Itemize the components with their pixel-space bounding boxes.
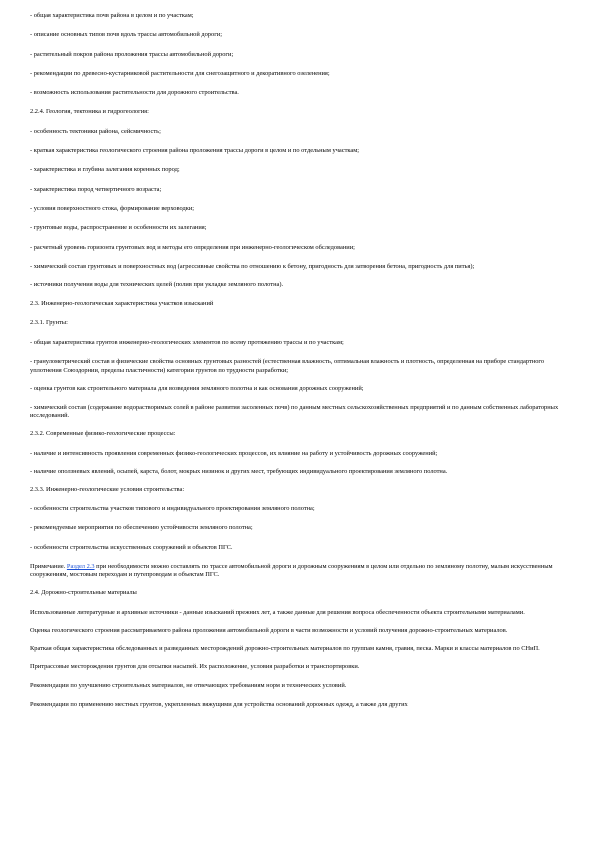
note-paragraph (30, 563, 565, 580)
paragraph: - оценка грунтов как строительного материала для возведения земляного полотна и как основания дорожных сооружений; (30, 384, 364, 392)
paragraph: - рекомендуемые мероприятия по обеспечению устойчивости земляного полотна; (30, 524, 253, 532)
section-heading: 2.2.4. Геология, тектоника и гидрогеология: (30, 108, 149, 116)
paragraph: - общая характеристика грунтов инженерно-геологических элементов по всему протяжению трассы и по участкам; (30, 338, 344, 346)
section-heading: 2.4. Дорожно-строительные материалы (30, 589, 137, 597)
paragraph: Рекомендации по улучшению строительных материалов, не отвечающих требованиям норм и технических условий. (30, 681, 347, 689)
paragraph: - растительный покров района проложения трассы автомобильной дороги; (30, 50, 234, 58)
paragraph: - описание основных типов почв вдоль трассы автомобильной дороги; (30, 31, 223, 39)
note-prefix: Примечание. (30, 562, 66, 570)
paragraph: Использованные литературные и архивные источники - данные изысканий прежних лет, а также данные для решения вопроса обеспеченности объекта строительными материалами. (30, 608, 525, 616)
paragraph: - возможность использования растительности для дорожного строительства. (30, 89, 239, 97)
paragraph: Оценка геологического строения рассматриваемого района проложения автомобильной дороги в части возможности и условий получения дорожно-строительных материалов. (30, 626, 508, 634)
paragraph: Рекомендации по применению местных грунтов, укрепленных вяжущими для устройства оснований дорожных одежд, а также для других (30, 701, 408, 709)
paragraph: - химический состав (содержание водорастворимых солей в районе развития засоленных почв) по данным местных сельскохозяйственных предприятий и по данным собственных лабораторных исследований. (30, 403, 559, 420)
paragraph: Притрассовые месторождения грунтов для отсыпки насыпей. Их расположение, условия разработки и транспортировки. (30, 662, 360, 670)
section-heading: 2.3.2. Современные физико-геологические процессы: (30, 430, 176, 438)
paragraph: - общая характеристика почв района в целом и по участкам; (30, 12, 194, 19)
section-heading: 2.3.1. Грунты: (30, 319, 68, 327)
note-text: при необходимости можно составлять по трассе автомобильной дороги и дорожным сооружениям в целом или отдельно по земляному полотну, малым искусственным сооружениям, мостовым переходам и путепроводам и объектам ПГС. (30, 562, 553, 579)
section-2-3-link[interactable]: Раздел 2.3 (66, 562, 95, 570)
paragraph: Краткая общая характеристика обследованных и разведанных месторождений дорожно-строительных материалов по группам камня, гравия, песка. Марки и классы материалов по СНиП. (30, 644, 540, 652)
paragraph: - гранулометрический состав и физические свойства основных грунтовых разностей (естественная влажность, оптимальная влажность и плотность, определенная на приборе стандартного уплотнения Союздорнии, пределы пластичности) категории грунтов по трудности разработки; (30, 358, 545, 374)
section-heading: 2.3. Инженерно-геологическая характеристика участков изысканий (30, 300, 214, 308)
paragraph: - особенности строительства участков типового и индивидуального проектирования земляного полотна; (30, 504, 315, 512)
paragraph: - химический состав грунтовых и поверхностных вод (агрессивные свойства по отношению к бетону, пригодность для затворения бетона, пригодность для питья); (30, 262, 475, 270)
paragraph: - характеристика и глубина залегания коренных пород; (30, 166, 180, 174)
paragraph: - грунтовые воды, распространение и особенности их залегания; (30, 224, 207, 232)
paragraph: - условия поверхностного стока, формирование верховодки; (30, 204, 195, 212)
paragraph: - рекомендации по древесно-кустарниковой растительности для снегозащитного и декоративного озеленения; (30, 69, 330, 77)
paragraph: - наличие оползневых явлений, осыпей, карста, болот, мокрых низинок и других мест, требующих индивидуального проектирования земляного полотна. (30, 467, 448, 475)
paragraph: - источники получения воды для технических целей (полив при укладке земляного полотна). (30, 280, 284, 288)
paragraph: - особенности строительства искусственных сооружений и объектов ПГС. (30, 543, 233, 551)
section-heading: 2.3.3. Инженерно-геологические условия строительства: (30, 485, 185, 493)
paragraph: - характеристика пород четвертичного возраста; (30, 185, 162, 193)
paragraph: - краткая характеристика геологического строения района проложения трассы дороги в целом и по отдельным участкам; (30, 147, 360, 155)
paragraph: - наличие и интенсивность проявления современных физико-геологических процессов, их влияние на работу и устойчивость дорожных сооружений; (30, 449, 438, 457)
paragraph: - расчетный уровень горизонта грунтовых вод и методы его определения при инженерно-геологическом обследовании; (30, 243, 355, 251)
paragraph: - особенность тектоники района, сейсмичность; (30, 127, 161, 135)
